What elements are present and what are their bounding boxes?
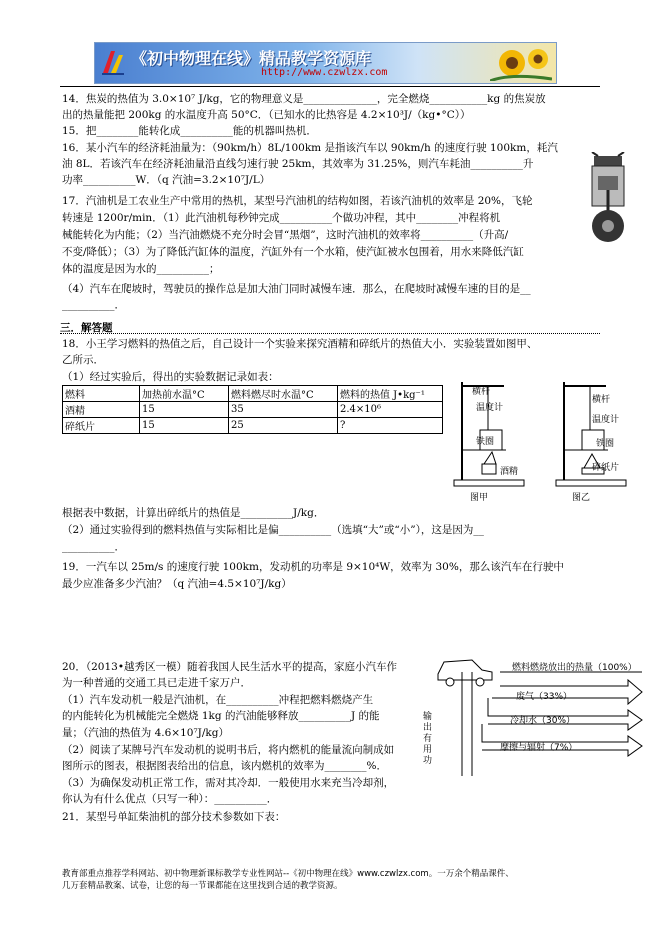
q17-line7: __________． [62, 299, 125, 311]
table-header-cell: 燃料的热值 J•kg⁻¹ [338, 386, 443, 402]
q14-line1: 14．焦炭的热值为 3.0×10⁷ J/kg，它的物理意义是______________，完全燃烧___________kg 的焦炭放 [62, 93, 546, 105]
label-friction: 摩擦与辐射（7%） [500, 743, 578, 753]
caption-fig-b: 图乙 [572, 493, 591, 503]
label-ring-b: 铁圈 [596, 439, 615, 449]
q18-line2: 乙所示． [62, 354, 104, 366]
label-crossbar-b: 横杆 [592, 395, 611, 405]
q21-line1: 21．某型号单缸柴油机的部分技术参数如下表： [62, 811, 286, 823]
q18-line3: （1）经过实验后，得出的实验数据记录如表： [62, 371, 279, 383]
q18-line4: 根据表中数据，计算出碎纸片的热值是__________J/kg． [62, 507, 325, 519]
q19-line1: 19．一汽车以 25m/s 的速度行驶 100km，发动机的功率是 9×10⁴W，效率为 30%，那么该汽车在行驶中 [62, 561, 564, 573]
table-header-cell: 燃料 [63, 386, 140, 402]
q20-line4: 的内能转化为机械能完全燃烧 1kg 的汽油能够释放__________J 的能 [62, 710, 380, 722]
q17-line5: 体的温度是因为水的__________； [62, 263, 220, 275]
q17-line6: （4）汽车在爬坡时，驾驶员的操作总是加大油门同时减慢车速．那么，在爬坡时减慢车速的目的是__ [62, 283, 531, 295]
page-footer [62, 868, 514, 892]
label-thermometer-b: 温度计 [592, 415, 620, 425]
q16-line1: 16．某小汽车的经济耗油量为：（90km/h）8L/100km 是指该汽车以 90km/h 的速度行驶 100km，耗汽 [62, 142, 558, 154]
q20-line7: 图所示的图表，根据图表给出的信息，该内燃机的效率为________%． [62, 760, 387, 772]
footer-line2: 几万套精品教案、试卷，让您的每一节课都能在这里找到合适的教学资源。 [62, 881, 343, 891]
table-header-cell: 燃料燃尽时水温°C [229, 386, 338, 402]
label-alcohol: 酒精 [500, 467, 519, 477]
banner-title: 《初中物理在线》精品教学资源库 [131, 49, 372, 68]
table-cell: 2.4×10⁶ [338, 402, 443, 418]
table-cell: 酒精 [63, 402, 140, 418]
table-cell: 35 [229, 402, 338, 418]
table-row [63, 418, 443, 434]
q17-line2: 转速是 1200r/min．（1）此汽油机每秒钟完成__________个做功冲程，其中________冲程将机 [62, 212, 501, 224]
label-crossbar-a: 横杆 [472, 387, 491, 397]
table-cell: ? [338, 418, 443, 434]
q20-line2: 为一种普通的交通工具已走进千家万户． [62, 677, 251, 689]
q15-line1: 15．把________能转化成__________能的机器叫热机． [62, 125, 317, 137]
label-heat: 燃料燃烧放出的热量（100%） [512, 663, 637, 673]
caption-fig-a: 图甲 [470, 493, 489, 503]
q20-line8: （3）为确保发动机正常工作，需对其冷却．一般使用水来充当冷却剂， [62, 777, 395, 789]
q18-line6: __________． [62, 541, 125, 553]
header-banner [94, 42, 557, 84]
banner-url[interactable]: http://www.czwlzx.com [261, 67, 388, 78]
section-rule [60, 333, 600, 334]
table-header-row [63, 386, 443, 402]
label-ring-a: 铁圈 [476, 437, 495, 447]
q20-line6: （2）阅读了某牌号汽车发动机的说明书后，将内燃机的能量流向制成如 [62, 744, 395, 756]
label-thermometer-a: 温度计 [476, 403, 504, 413]
table-cell: 碎纸片 [63, 418, 140, 434]
q16-line3: 功率__________W．（q 汽油=3.2×10⁷J/L） [62, 174, 271, 186]
table-cell: 15 [140, 418, 229, 434]
table-row [63, 402, 443, 418]
q20-line3: （1）汽车发动机一般是汽油机，在__________冲程把燃料燃烧产生 [62, 694, 374, 706]
label-exhaust: 废气（33%） [516, 692, 573, 702]
footer-line1: 教育部重点推荐学科网站、初中物理新课标教学专业性网站--《初中物理在线》www.czwlzx.com。一万余个精品课件、 [62, 869, 514, 879]
q16-line2: 油 8L．若该汽车在经济耗油量沿直线匀速行驶 25km，其效率为 31.25%，则汽车耗油__________升 [62, 158, 534, 170]
q18-line5: （2）通过实验得到的燃料热值与实际相比是偏__________（选填“大”或“小”），这是因为__ [62, 524, 484, 536]
q19-line2: 最少应准备多少汽油？（q 汽油=4.5×10⁷J/kg） [62, 578, 292, 590]
q14-line2: 出的热量能把 200kg 的水温度升高 50°C．（已知水的比热容是 4.2×10³J/（kg•°C）） [62, 109, 471, 121]
q20-line1: 20．（2013•越秀区一模）随着我国人民生活水平的提高，家庭小汽车作 [62, 661, 398, 673]
label-coolant: 冷却水（30%） [510, 716, 576, 726]
q17-line3: 械能转化为内能；（2）当汽油燃烧不充分时会冒“黑烟”，这时汽油机的效率将__________（升高/ [62, 229, 509, 241]
site-logo-icon [99, 47, 127, 77]
label-paper: 碎纸片 [592, 463, 620, 473]
sunflower-icon [490, 45, 552, 81]
q17-line4: 不变/降低）；（3）为了降低汽缸体的温度，汽缸外有一个水箱，使汽缸被水包围着，用水来降低汽缸 [62, 246, 524, 258]
table-header-cell: 加热前水温°C [140, 386, 229, 402]
table-cell: 15 [140, 402, 229, 418]
label-output: 输出有用功 [423, 712, 433, 766]
header-rule [60, 86, 600, 87]
table-cell: 25 [229, 418, 338, 434]
fuel-table [62, 385, 443, 434]
engine-diagram [586, 152, 630, 248]
q17-line1: 17．汽油机是工农业生产中常用的热机，某型号汽油机的结构如图，若该汽油机的效率是 20%，飞轮 [62, 195, 533, 207]
q20-line9: 你认为有什么优点（只写一种）：__________． [62, 793, 278, 805]
q20-line5: 量；（汽油的热值为 4.6×10⁷J/kg） [62, 727, 229, 739]
section-title: 三．解答题 [60, 322, 113, 334]
q18-line1: 18．小王学习燃料的热值之后，自己设计一个实验来探究酒精和碎纸片的热值大小．实验装置如图甲、 [62, 338, 538, 350]
